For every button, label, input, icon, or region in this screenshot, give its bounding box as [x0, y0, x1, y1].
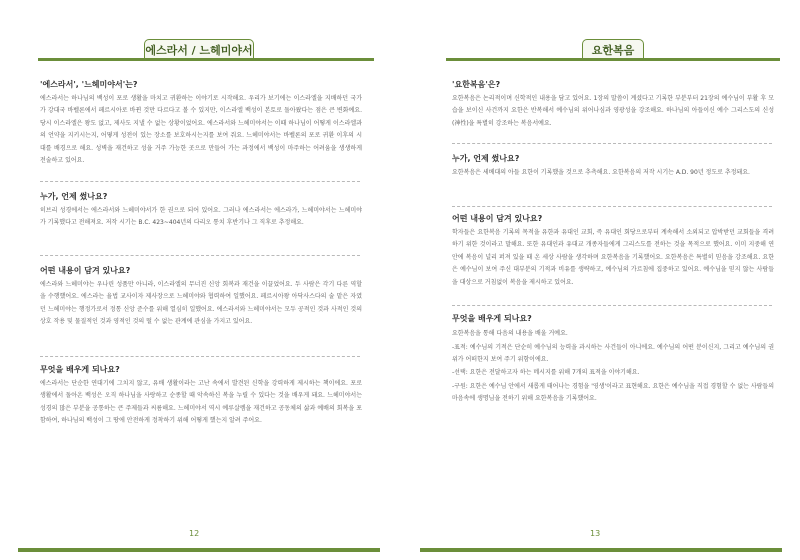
right-divider-2	[452, 206, 772, 207]
right-divider-3	[452, 305, 772, 306]
right-page-number: 13	[590, 529, 601, 538]
left-section-title-2: 누가, 언제 썼나요?	[40, 192, 108, 201]
right-section-title-3: 어떤 내용이 담겨 있나요?	[452, 214, 543, 223]
right-footer-rule	[420, 548, 782, 552]
left-section-title-1: '에스라서', '느헤미야서'는?	[40, 80, 138, 89]
right-section-intro-4: 요한복음을 통해 다음의 내용을 배울 거예요.	[452, 330, 568, 337]
right-list-item-1: -표적: 예수님의 기적은 단순히 예수님의 능력을 과시하는 사건들이 아니에요. 예수님의 어떤 분이신지, 그리고 예수님의 권위가 어떠한지 보여 주기 위함이에요.	[452, 344, 774, 364]
left-section-body-4: 에스라서는 단순한 연대기에 그치지 않고, 유배 생활이라는 고난 속에서 발견된 신학을 강력하게 제시하는 책이에요. 포로 생활에서 돌아온 백성은 오직 하나님을 사랑하고 순종할 때 악속하신 복을 누릴 수 있다는 것을 배우게 돼요. 느헤미야서는 성경의 많은 부분을 공통하는 큰 주제들과 씨름해요. 느헤미야서 역시 예루살렘을 재건하고 공동체의 삶과 예배의 회복을 포함하여, 하나님의 백성이 그 땅에 안전하게 정착하기 위해 어떻게 했는지 알려 주어요.	[40, 380, 362, 425]
right-divider-1	[452, 143, 772, 144]
right-section-title-1: '요한복음'은?	[452, 80, 501, 89]
right-section-body-1: 요한복음은 논리적이며 신학적인 내용을 담고 있어요. 1장의 말씀이 계셨다고 기록한 부분부터 21장의 예수님이 부활 후 모습을 보이신 사건까지 요한은 반복해서 예수님의 위어나심과 영광성을 강조해요. 하나님의 아들이신 예수 그리스도의 신성(神性)을 특별히 강조하는 복음서예요.	[452, 95, 774, 127]
right-section-title-2: 누가, 언제 썼나요?	[452, 154, 520, 163]
right-header-title: 요한복음	[582, 39, 644, 59]
left-page-number: 12	[189, 529, 200, 538]
left-header-title: 에스라서 / 느헤미야서	[144, 39, 254, 59]
left-section-title-4: 무엇을 배우게 되나요?	[40, 365, 120, 374]
left-section-body-1: 에스라서는 하나님의 백성이 포로 생활을 마치고 귀환하는 이야기로 시작해요. 우리가 보기에는 이스라엘을 지배하던 국가가 강대국 바벨론에서 페르시아로 바뀐 것만 다르다고 볼 수 있지만, 이스라엘 백성이 본토로 돌아왔다는 점은 큰 변화예요. 당시 이스라엘은 왕도 없고, 제사도 지낼 수 없는 상황이었어요. 에스라서와 느헤미야서는 이때 하나님이 어떻게 이스라엘과의 언약을 지키시는지, 어떻게 성전이 있는 장소를 보호하시는지를 보여 줘요. 느헤미야서는 바벨론의 포로 귀환 이후의 시대를 배경으로 해요. 성벽을 재건하고 성을 거주 가능한 곳으로 만들어 가는 과정에서 백성이 마주하는 어려움을 생생하게 전술하고 있어요.	[40, 95, 362, 165]
left-section-body-3: 에스라와 느헤미야는 우나린 성품만 아니라, 이스라엘의 무너진 신앙 회복과 재건을 이끌었어요. 두 사람은 각기 다른 역할을 수행했어요. 에스라는 율법 교사이자 제사장으로 느헤미야와 협력하여 일했어요. 페르시아왕 아닥사스다의 술 맡은 자였던 느헤미야는 행정가로서 정통 신앙 준수를 위해 열심히 일했어요. 에스라서와 느헤미야서는 모두 공적인 것과 사적인 것의 상호 작용 및 물질적인 것과 영적인 것의 떨 수 없는 관계에 관심을 가지고 있어요.	[40, 281, 362, 326]
right-list-item-3: -구원: 요한은 예수님 안에서 새롭게 태어나는 경험을 '영생'이라고 표현해요. 요한은 예수님을 직접 경험할 수 없는 사람들의 마음속에 생명님을 전하기 위해 요한복음을 기록했어요.	[452, 383, 775, 403]
right-section-body-3: 학자들은 요한복음 기록의 목적을 유한과 유대인 교회, 즉 유대인 회당으로부터 계속해서 소외되고 압박받던 교회들을 격려하기 위한 것이라고 말해요. 또한 유대인과 유대교 개종자들에게 그리스도를 전하는 것을 목적으로 했어요. 이미 지중해 연안에 복음이 널리 퍼져 있을 때 온 세상 사람을 생각하며 요한복음을 기록했어요. 요한복음은 특별히 믿음을 강조해요. 요한은 예수님이 보여 주신 대부분의 기적과 비유를 생략하고, 예수님의 가르침에 집중하고 있어요. 예수님을 믿지 않는 사람들을 대상으로 거침없이 복음을 제시하고 있어요.	[452, 229, 774, 286]
right-list-item-2: -선택: 요한은 전달하고자 하는 메시지를 위해 7개의 표적을 이야기해요.	[452, 369, 640, 376]
left-section-body-2: 히브리 성경에서는 에스라서와 느헤미야서가 한 권으로 되어 있어요. 그러나 에스라서는 에스라가, 느헤미야서는 느헤미야가 기록했다고 전해져요. 저작 시기는 B.C. 423~404년의 다리오 통치 후반기나 그 직후로 추정해요.	[40, 207, 362, 227]
right-section-title-4: 무엇을 배우게 되나요?	[452, 314, 532, 323]
left-section-title-3: 어떤 내용이 담겨 있나요?	[40, 266, 131, 275]
right-section-body-2: 요한복음은 세베대의 아들 요한이 기록했을 것으로 추측해요. 요한복음의 저작 시기는 A.D. 90년 정도로 추정돼요.	[452, 169, 750, 176]
right-header-rule	[446, 58, 780, 61]
